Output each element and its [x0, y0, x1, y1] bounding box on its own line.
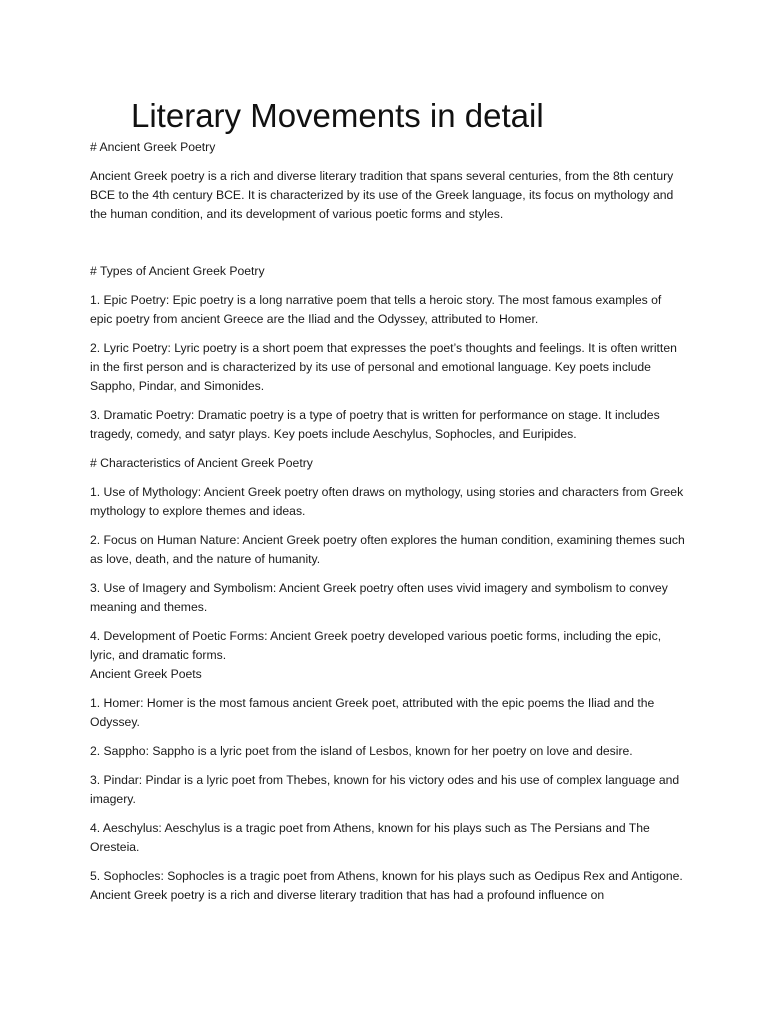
list-item-aeschylus: 4. Aeschylus: Aeschylus is a tragic poet from Athens, known for his plays such as The Persians and The Oresteia. [90, 821, 650, 854]
intro-paragraph: Ancient Greek poetry is a rich and diverse literary tradition that spans several centuries, from the 8th century BCE to the 4th century BCE. It is characterized by its use of the Greek language, its focus on mythology and the human condition, and its development of various poetic forms and styles. [90, 169, 674, 221]
page-title: Literary Movements in detail [131, 97, 544, 134]
section-heading-ancient-greek-poetry: # Ancient Greek Poetry [90, 140, 216, 154]
closing-paragraph: Ancient Greek poetry is a rich and diverse literary tradition that has had a profound influence on [90, 888, 605, 902]
list-item-dramatic-poetry: 3. Dramatic Poetry: Dramatic poetry is a type of poetry that is written for performance on stage. It includes tragedy, comedy, and satyr plays. Key poets include Aeschylus, Sophocles, and Euripides. [90, 408, 660, 441]
list-item-imagery-symbolism: 3. Use of Imagery and Symbolism: Ancient Greek poetry often uses vivid imagery and symbolism to convey meaning and themes. [90, 581, 668, 614]
list-item-sophocles: 5. Sophocles: Sophocles is a tragic poet from Athens, known for his plays such as Oedipus Rex and Antigone. [90, 869, 683, 883]
list-item-human-nature: 2. Focus on Human Nature: Ancient Greek poetry often explores the human condition, examining themes such as love, death, and the nature of humanity. [90, 533, 685, 566]
list-item-poetic-forms: 4. Development of Poetic Forms: Ancient Greek poetry developed various poetic forms, including the epic, lyric, and dramatic forms. [90, 629, 662, 662]
document-body [90, 138, 686, 915]
section-heading-poets: Ancient Greek Poets [90, 667, 202, 681]
list-item-epic-poetry: 1. Epic Poetry: Epic poetry is a long narrative poem that tells a heroic story. The most famous examples of epic poetry from ancient Greece are the Iliad and the Odyssey, attributed to Homer. [90, 293, 662, 326]
section-heading-types: # Types of Ancient Greek Poetry [90, 264, 265, 278]
list-item-sappho: 2. Sappho: Sappho is a lyric poet from the island of Lesbos, known for her poetry on love and desire. [90, 744, 633, 758]
list-item-lyric-poetry: 2. Lyric Poetry: Lyric poetry is a short poem that expresses the poet’s thoughts and feelings. It is often written in the first person and is characterized by its use of personal and emotional language. Key poets include Sappho, Pindar, and Simonides. [90, 341, 677, 393]
section-heading-characteristics: # Characteristics of Ancient Greek Poetry [90, 456, 313, 470]
list-item-pindar: 3. Pindar: Pindar is a lyric poet from Thebes, known for his victory odes and his use of complex language and imagery. [90, 773, 680, 806]
list-item-mythology: 1. Use of Mythology: Ancient Greek poetry often draws on mythology, using stories and characters from Greek mythology to explore themes and ideas. [90, 485, 684, 518]
list-item-homer: 1. Homer: Homer is the most famous ancient Greek poet, attributed with the epic poems the Iliad and the Odyssey. [90, 696, 655, 729]
